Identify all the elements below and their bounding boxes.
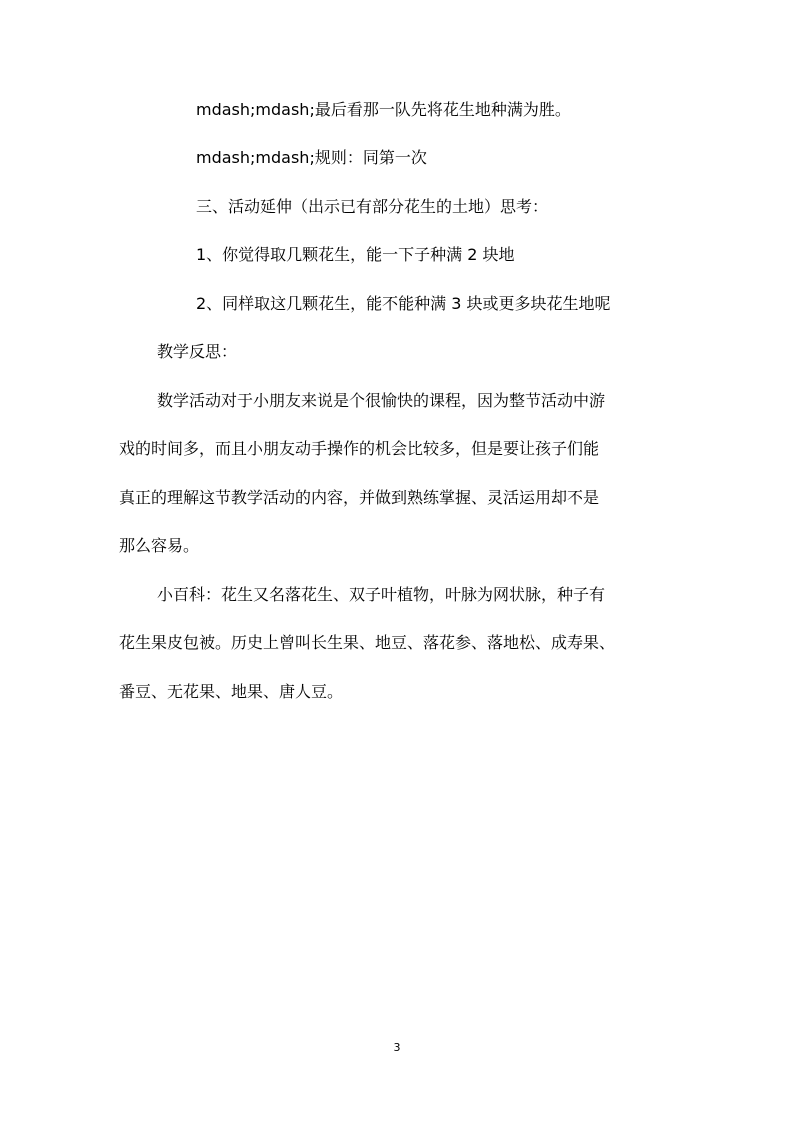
section-three-heading: 三、活动延伸（出示已有部分花生的土地）思考： (196, 197, 549, 216)
step-rule-same: mdash;mdash;规则：同第一次 (196, 148, 427, 167)
reflection-line-4: 那么容易。 (119, 536, 200, 555)
question-1: 1、你觉得取几颗花生，能一下子种满 2 块地 (196, 245, 515, 264)
encyclopedia-line-1: 小百科：花生又名落花生、双子叶植物，叶脉为网状脉，种子有 (157, 585, 606, 604)
question-2: 2、同样取这几颗花生，能不能种满 3 块或更多块花生地呢 (196, 294, 611, 313)
reflection-line-2: 戏的时间多，而且小朋友动手操作的机会比较多，但是要让孩子们能 (119, 439, 600, 458)
page-number: 3 (393, 1041, 401, 1054)
reflection-line-1: 数学活动对于小朋友来说是个很愉快的课程，因为整节活动中游 (157, 391, 606, 410)
reflection-heading: 教学反思： (157, 342, 238, 361)
reflection-line-3: 真正的理解这节教学活动的内容，并做到熟练掌握、灵活运用却不是 (119, 488, 600, 507)
encyclopedia-line-2: 花生果皮包被。历史上曾叫长生果、地豆、落花参、落地松、成寿果、 (119, 633, 616, 652)
encyclopedia-line-3: 番豆、无花果、地果、唐人豆。 (119, 682, 344, 701)
step-last-rule: mdash;mdash;最后看那一队先将花生地种满为胜。 (196, 100, 571, 119)
